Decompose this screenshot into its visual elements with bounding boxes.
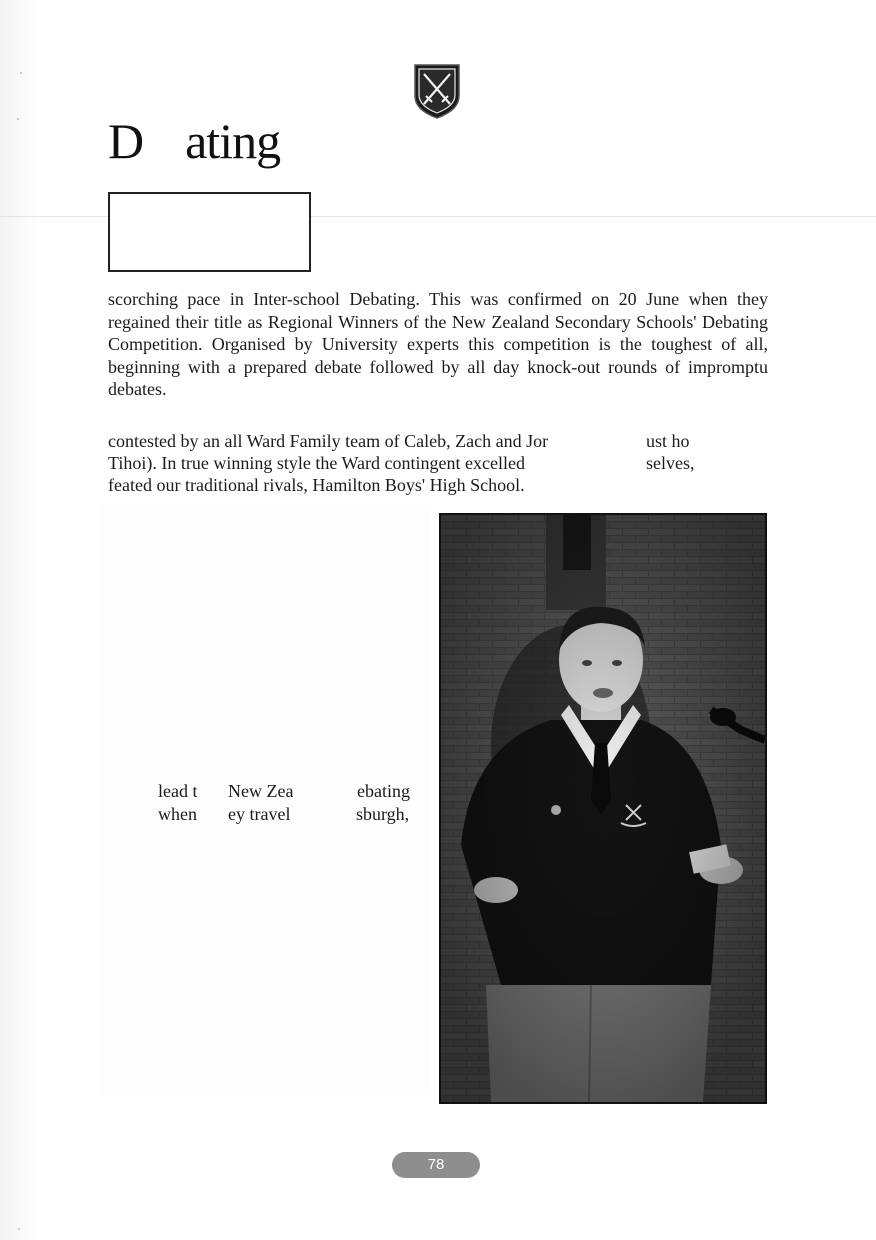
scan-edge: [0, 0, 38, 1240]
fragment-text: when: [158, 804, 197, 824]
fragment-text: sburgh,: [356, 804, 410, 824]
page-title: [108, 112, 280, 170]
fragment-text: ey travel: [228, 804, 291, 824]
paragraph-intro: scorching pace in Inter-school Debating. This was confirmed on 20 June when they regained their title as Regional Winners of the New Zealand Secondary Schools' Debating Competition. Organised by University experts this competition is the toughest of all, beginning with a prepared debate followed by all day knock-out rounds of impromptu debates.: [108, 289, 768, 399]
faded-header-mark: [110, 32, 350, 82]
paragraph2-line1: contested by an all Ward Family team of Caleb, Zach and Jor: [108, 431, 549, 451]
paragraph2-line2-end: selves,: [646, 453, 695, 473]
paragraph2-line1-end: ust ho: [646, 431, 690, 451]
redacted-box: [108, 192, 311, 272]
title-rest: ating: [185, 113, 281, 169]
scan-speck: [20, 72, 22, 74]
title-initial: D: [108, 113, 144, 169]
fragment-text: New Zea: [228, 781, 294, 801]
scan-speck: [18, 1228, 20, 1230]
page-number-badge: 78: [392, 1152, 480, 1178]
fragment-text: ebating: [357, 781, 410, 801]
debater-photo: [439, 513, 767, 1104]
fragment-text: lead t: [158, 781, 198, 801]
paragraph2-line2: Tihoi). In true winning style the Ward contingent excelled: [108, 453, 525, 473]
school-crest-icon: [412, 62, 462, 120]
paragraph2-line3: feated our traditional rivals, Hamilton Boys' High School.: [108, 475, 525, 495]
scan-speck: [17, 118, 19, 120]
